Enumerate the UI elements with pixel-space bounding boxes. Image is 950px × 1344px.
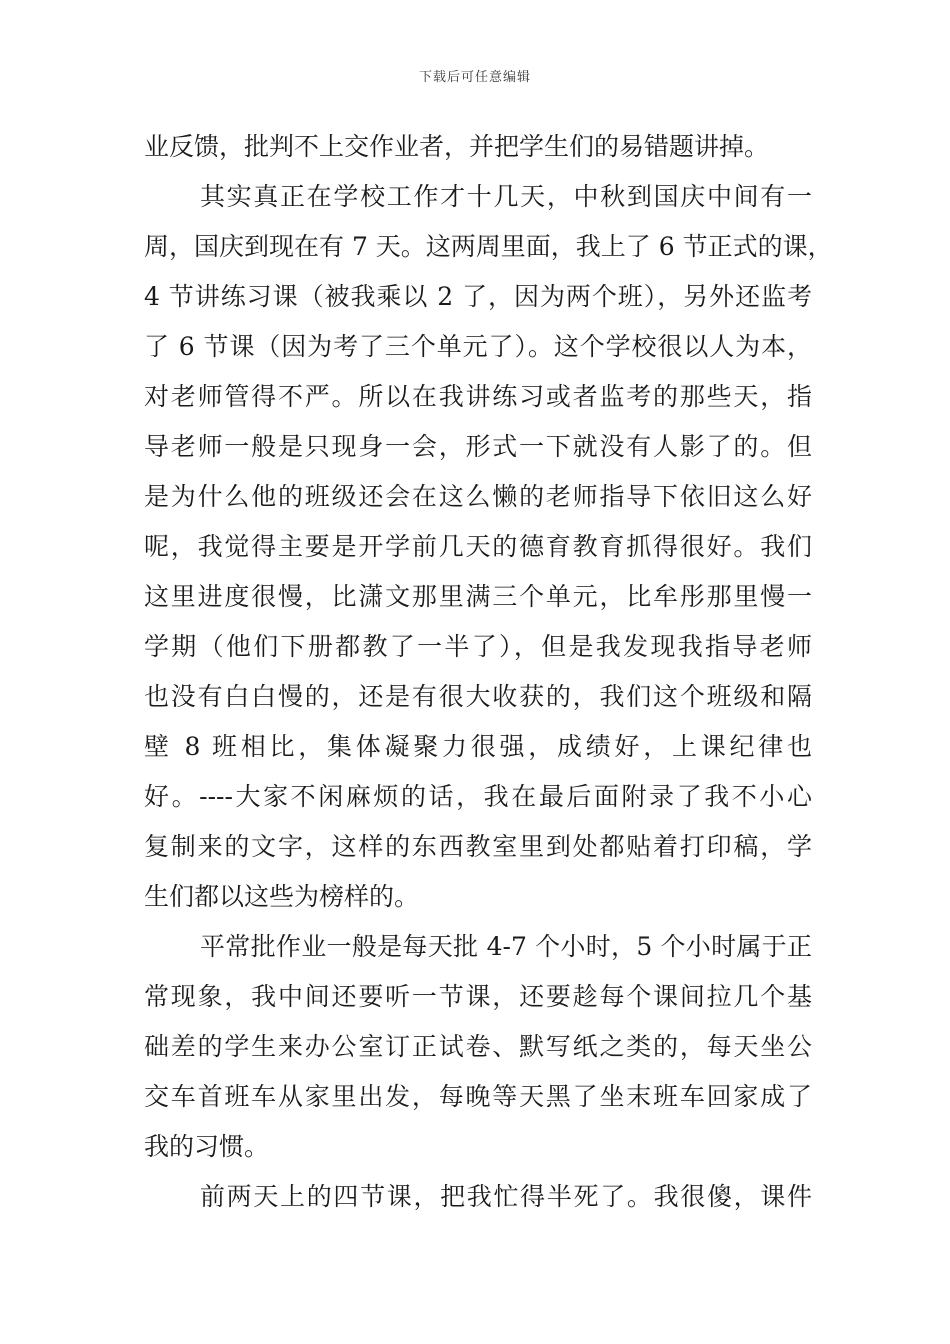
text-line: 学期（他们下册都教了一半了），但是我发现我指导老师 <box>144 632 812 661</box>
text-line: 础差的学生来办公室订正试卷、默写纸之类的，每天坐公 <box>144 1032 812 1061</box>
text-line: 周，国庆到现在有 7 天。这两周里面，我上了 6 节正式的课， <box>144 232 833 261</box>
text-line: 交车首班车从家里出发，每晚等天黑了坐末班车回家成了 <box>144 1082 812 1111</box>
text-line: 呢，我觉得主要是开学前几天的德育教育抓得很好。我们 <box>144 532 812 561</box>
page-header: 下载后可任意编辑 <box>418 70 531 85</box>
text-line: 复制来的文字，这样的东西教室里到处都贴着打印稿，学 <box>144 832 812 861</box>
text-line: 生们都以这些为榜样的。 <box>144 882 420 911</box>
text-line: 好。----大家不闲麻烦的话，我在最后面附录了我不小心 <box>144 782 812 811</box>
text-line: 我的习惯。 <box>144 1132 270 1161</box>
text-line: 4 节讲练习课（被我乘以 2 了，因为两个班），另外还监考 <box>144 282 812 311</box>
paragraph <box>144 922 812 1172</box>
text-line: 壁 8 班相比，集体凝聚力很强，成绩好，上课纪律也 <box>144 732 812 761</box>
paragraph <box>144 1172 812 1222</box>
text-line: 业反馈，批判不上交作业者，并把学生们的易错题讲掉。 <box>144 132 770 161</box>
document-body <box>144 122 833 1222</box>
paragraph <box>144 122 812 172</box>
text-line: 对老师管得不严。所以在我讲练习或者监考的那些天，指 <box>144 382 812 411</box>
text-line: 导老师一般是只现身一会，形式一下就没有人影了的。但 <box>144 432 812 461</box>
text-line: 常现象，我中间还要听一节课，还要趁每个课间拉几个基 <box>144 982 812 1011</box>
text-line: 了 6 节课（因为考了三个单元了）。这个学校很以人为本， <box>144 332 812 361</box>
text-line: 这里进度很慢，比潇文那里满三个单元，比牟彤那里慢一 <box>144 582 812 611</box>
paragraph <box>144 172 833 922</box>
text-line: 前两天上的四节课，把我忙得半死了。我很傻，课件 <box>200 1182 812 1211</box>
text-line: 也没有白白慢的，还是有很大收获的，我们这个班级和隔 <box>144 682 812 711</box>
text-line: 其实真正在学校工作才十几天，中秋到国庆中间有一 <box>200 182 812 211</box>
text-line: 平常批作业一般是每天批 4-7 个小时，5 个小时属于正 <box>200 932 812 961</box>
text-line: 是为什么他的班级还会在这么懒的老师指导下依旧这么好 <box>144 482 812 511</box>
